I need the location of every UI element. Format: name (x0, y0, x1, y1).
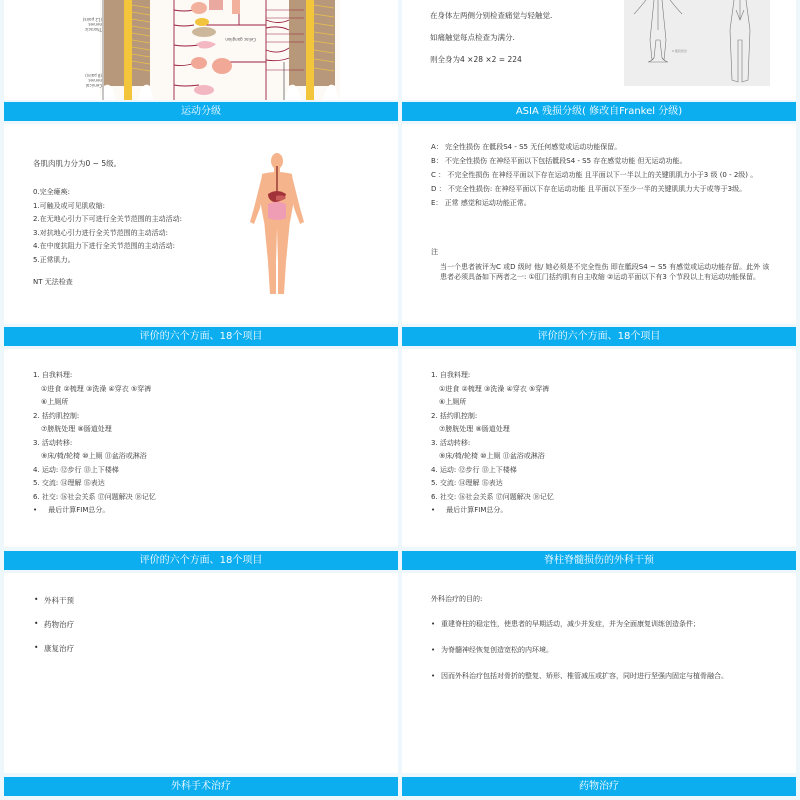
fim-line-2: ①进食 ②梳理 ③洗澡 ④穿衣 ⑤穿裤 (41, 384, 152, 393)
fim-line-6: 3. 活动转移: (431, 438, 471, 447)
asia-grade-e: E： 正常 感觉和运动功能正常。 (431, 199, 531, 207)
asia-grade-b: B： 不完全性损伤 在神经平面以下包括骶段S4 - S5 存在感觉功能 但无运动功能。 (431, 157, 687, 165)
motor-grade-3: 3.对抗地心引力进行全关节范围的主动活动: (33, 228, 169, 237)
slide-spinal-nerves (4, 0, 398, 100)
banner-surgical-treatment: 外科手术治疗 (4, 777, 398, 796)
banner-drug-treatment: 药物治疗 (402, 777, 796, 796)
fim-final-row (33, 504, 156, 518)
sensory-line-1: 在身体左两侧分别检查痛觉与轻触觉. (430, 11, 553, 20)
fim-line-3: ⑥上厕所 (439, 398, 467, 406)
banner-fim-right: 评价的六个方面、18个项目 (402, 327, 796, 346)
label-cervical-nerves: Cervical (85, 83, 102, 88)
fim-line-5: ⑦膀胱处理 ⑧肠道处理 (41, 425, 112, 433)
fim-line-2: ①进食 ②梳理 ③洗澡 ④穿衣 ⑤穿裤 (439, 384, 550, 393)
fim-line-8: 4. 运动: ⑫步行 ⑬上下楼梯 (33, 465, 119, 474)
treatment-item-drug: • 药物治疗 (34, 619, 74, 630)
banner-surgical-intervention: 脊柱脊髓损伤的外科干预 (402, 551, 796, 570)
sensory-line-3: 则全身为4 ×28 ×2 = 224 (430, 55, 522, 64)
fim-line-6: 3. 活动转移: (33, 438, 73, 447)
fim-line-4: 2. 括约肌控制: (431, 411, 478, 420)
fim-line-3: ⑥上厕所 (41, 398, 69, 406)
fim-line-7: ⑨床/椅/轮椅 ⑩上厕 ⑪盆浴或淋浴 (41, 452, 147, 460)
slide-fim-right (402, 349, 796, 547)
fim-line-10: 6. 社交: ⑯社会关系 ⑰问题解决 ⑱记忆 (33, 492, 156, 501)
slide-sensory-exam (402, 0, 796, 100)
fim-line-10: 6. 社交: ⑯社会关系 ⑰问题解决 ⑱记忆 (431, 492, 554, 501)
human-body-image (244, 152, 310, 302)
asia-grade-c: C ： 不完全性损伤 在神经平面以下存在运动功能 且平面以下一半以上的关键肌肌力小于3 级 (0 - 2级) 。 (431, 171, 758, 179)
motor-nt: NT 无法检查 (33, 278, 73, 286)
label-thoracic-nerves: Thoracic (84, 27, 102, 32)
fim-line-9: 5. 交流: ⑭理解 ⑮表达 (33, 479, 105, 487)
fim-final: 最后计算FIM总分。 (48, 506, 110, 514)
motor-grade-5: 5.正常肌力。 (33, 255, 75, 264)
fim-line-4: 2. 括约肌控制: (33, 411, 80, 420)
treatment-item-surgery: • 外科干预 (34, 595, 74, 606)
motor-grade-0: 0.完全瘫痪: (33, 188, 71, 196)
sensory-line-2: 如痛触觉每点检查为满分. (430, 33, 515, 42)
fim-line-7: ⑨床/椅/轮椅 ⑩上厕 ⑪盆浴或淋浴 (439, 452, 545, 460)
banner-fim-left-2: 评价的六个方面、18个项目 (4, 551, 398, 570)
fim-line-1: 1. 自我料理: (33, 371, 73, 379)
slide-fim-left (4, 349, 398, 547)
fim-line-8: 4. 运动: ⑫步行 ⑬上下楼梯 (431, 465, 517, 474)
motor-grade-4: 4.在中度抗阻力下进行全关节范围的主动活动: (33, 242, 176, 250)
svg-text:nerves: nerves (88, 78, 102, 83)
surgery-goal-3: • 因而外科治疗包括对骨折的整复、矫形、椎管减压或扩容，同时进行坚强内固定与植骨融合。 (431, 672, 761, 681)
label-celiac-ganglion: Celiac ganglion (225, 37, 256, 42)
asia-grade-d: D ： 不完全性损伤: 在神经平面以下存在运动功能 且平面以下至少一半的关键肌肌力大于或等于3级。 (431, 185, 747, 193)
surgery-goal-1: • 重建脊柱的稳定性，使患者的早期活动，减少并发症，并为全面康复训练创造条件； (431, 620, 761, 629)
fim-line-1: 1. 自我料理: (431, 371, 471, 379)
fim-line-9: 5. 交流: ⑭理解 ⑮表达 (431, 479, 503, 487)
bullet-icon: • (431, 506, 447, 514)
slide-treatments (4, 573, 398, 773)
slide-asia-grading (402, 124, 796, 324)
bullet-icon: • (33, 506, 49, 514)
fim-final: 最后计算FIM总分。 (446, 506, 508, 514)
svg-text:(8 pairs): (8 pairs) (85, 73, 102, 78)
motor-intro: 各肌肉肌力分为0 ~ 5级。 (33, 159, 122, 168)
asia-note: 当一个患者被评为C 或D 级时 他/ 她必须是不完全性伤 即在骶段S4 ~ S5 有感觉或运动功能存留。此外 该患者必须具备如下两者之一: ①肛门括约肌有自主收缩 ②运动平面以下有3 个节段以上有运动功能保留。 (440, 263, 770, 281)
surgery-intro: 外科治疗的目的: (431, 595, 483, 603)
fim-final-row (431, 504, 554, 518)
banner-fim-left: 评价的六个方面、18个项目 (4, 327, 398, 346)
fim-line-5: ⑦膀胱处理 ⑧肠道处理 (439, 425, 510, 433)
svg-text:nerves: nerves (88, 22, 102, 27)
banner-asia-grading: ASIA 残损分级( 修改自Frankel 分级) (402, 102, 796, 121)
svg-text:(12 pairs): (12 pairs) (82, 17, 102, 22)
treatment-item-rehab: • 康复治疗 (34, 643, 74, 654)
banner-motor-grading: 运动分级 (4, 102, 398, 121)
asia-note-title: 注 (431, 248, 438, 256)
slide-surgery-goals (402, 573, 796, 773)
surgery-goal-2: • 为脊髓神经恢复创造宽松的内环境。 (431, 646, 761, 655)
asia-grade-a: A： 完全性损伤 在骶段S4 - S5 无任何感觉或运动功能保留。 (431, 143, 622, 151)
motor-grade-1: 1.可触及或可见肌收缩: (33, 201, 106, 210)
motor-grade-2: 2.在无地心引力下可进行全关节范围的主动活动: (33, 215, 183, 223)
spinal-nerve-diagram-image (4, 0, 398, 100)
slide-motor-grading (4, 124, 398, 324)
dermatome-chart-image (624, 0, 770, 86)
svg-text:S 骶段感觉: S 骶段感觉 (672, 49, 687, 53)
